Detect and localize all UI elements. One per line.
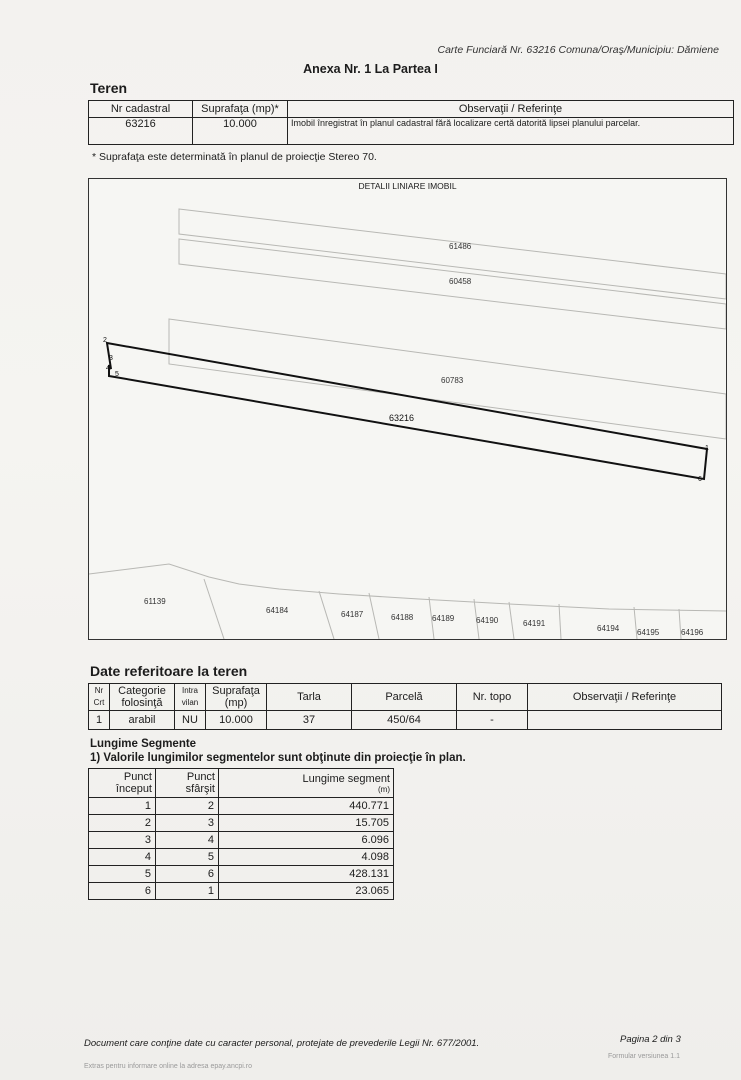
cell-observatii: Imobil înregistrat în planul cadastral fără localizare certă datorită lipsei planului parcelar. bbox=[288, 118, 734, 145]
teren-table bbox=[88, 100, 734, 145]
col-nr-crt: Nr Crt bbox=[89, 684, 110, 711]
lungime-unit: (m) bbox=[378, 784, 390, 794]
col-lungime-segment bbox=[219, 769, 394, 798]
label-64187: 64187 bbox=[341, 610, 364, 619]
cell-nr-cadastral: 63216 bbox=[89, 118, 193, 145]
table-row bbox=[89, 832, 394, 849]
col-suprafata: Suprafaţa (mp)* bbox=[193, 101, 288, 118]
cell-nr-topo: - bbox=[457, 711, 528, 730]
carte-funciara-header: Carte Funciară Nr. 63216 Comuna/Oraş/Municipiu: Dămiene bbox=[437, 44, 719, 56]
verify-line: Extras pentru informare online la adresa epay.ancpi.ro bbox=[84, 1063, 252, 1070]
cell-parcela: 450/64 bbox=[352, 711, 457, 730]
cell-end: 5 bbox=[156, 849, 219, 866]
neighbor-divider bbox=[509, 602, 514, 639]
label-61139: 61139 bbox=[144, 597, 166, 606]
table-row bbox=[89, 866, 394, 883]
cell-end: 4 bbox=[156, 832, 219, 849]
cell-length: 23.065 bbox=[219, 883, 394, 900]
col-observatii: Observaţii / Referinţe bbox=[288, 101, 734, 118]
table-row bbox=[89, 798, 394, 815]
label-64189: 64189 bbox=[432, 614, 455, 623]
segments-note: 1) Valorile lungimilor segmentelor sunt obţinute din proiecţie în plan. bbox=[90, 752, 466, 764]
label-61486: 61486 bbox=[449, 242, 472, 251]
plan-title: DETALII LINIARE IMOBIL bbox=[358, 181, 457, 191]
vertex-1-label: 1 bbox=[705, 445, 709, 452]
table-row bbox=[89, 849, 394, 866]
table-header-row bbox=[89, 684, 722, 711]
table-row bbox=[89, 815, 394, 832]
plan-drawing bbox=[89, 179, 726, 639]
cell-end: 6 bbox=[156, 866, 219, 883]
main-parcel-outline bbox=[107, 343, 707, 479]
segments-title: Lungime Segmente bbox=[90, 738, 197, 750]
cell-length: 440.771 bbox=[219, 798, 394, 815]
neighbor-divider bbox=[559, 604, 561, 639]
vertex-5-label: 5 bbox=[115, 371, 119, 378]
cell-end: 3 bbox=[156, 815, 219, 832]
lungime-label: Lungime segment bbox=[302, 772, 390, 785]
cell-length: 6.096 bbox=[219, 832, 394, 849]
vertex-3-label: 3 bbox=[109, 355, 113, 362]
col-punct-inceput: Punct început bbox=[89, 769, 156, 798]
neighbor-divider bbox=[369, 593, 379, 639]
cell-suprafata: 10.000 bbox=[206, 711, 267, 730]
vertex-2-label: 2 bbox=[103, 337, 107, 344]
col-tarla: Tarla bbox=[267, 684, 352, 711]
cell-observatii bbox=[528, 711, 722, 730]
cell-start: 4 bbox=[89, 849, 156, 866]
personal-data-notice: Document care conţine date cu caracter personal, protejate de prevederile Legii Nr. 677/2001. bbox=[84, 1038, 480, 1049]
cell-categorie: arabil bbox=[110, 711, 175, 730]
segments-heading bbox=[90, 737, 466, 765]
form-version: Formular versiunea 1.1 bbox=[608, 1053, 680, 1060]
cell-start: 3 bbox=[89, 832, 156, 849]
col-nr-cadastral: Nr cadastral bbox=[89, 101, 193, 118]
parcel-plan bbox=[88, 178, 727, 640]
neighbor-divider bbox=[319, 591, 334, 639]
cell-length: 428.131 bbox=[219, 866, 394, 883]
cell-length: 4.098 bbox=[219, 849, 394, 866]
table-row bbox=[89, 883, 394, 900]
cell-start: 5 bbox=[89, 866, 156, 883]
table-row bbox=[89, 711, 722, 730]
label-64190: 64190 bbox=[476, 616, 499, 625]
neighbor-divider bbox=[204, 579, 224, 639]
label-64195: 64195 bbox=[637, 628, 660, 637]
cell-suprafata: 10.000 bbox=[193, 118, 288, 145]
col-observatii: Observaţii / Referinţe bbox=[528, 684, 722, 711]
footnote-stereo70: * Suprafaţa este determinată în planul de proiecţie Stereo 70. bbox=[92, 151, 377, 163]
label-60783: 60783 bbox=[441, 376, 464, 385]
page-number: Pagina 2 din 3 bbox=[620, 1034, 681, 1045]
annex-title: Anexa Nr. 1 La Partea I bbox=[303, 62, 438, 76]
label-main-parcel: 63216 bbox=[389, 413, 415, 423]
col-punct-sfarsit: Punct sfârşit bbox=[156, 769, 219, 798]
col-nr-topo: Nr. topo bbox=[457, 684, 528, 711]
cell-end: 2 bbox=[156, 798, 219, 815]
cell-start: 2 bbox=[89, 815, 156, 832]
land-details-table bbox=[88, 683, 722, 730]
cell-start: 6 bbox=[89, 883, 156, 900]
label-64191: 64191 bbox=[523, 619, 546, 628]
label-64194: 64194 bbox=[597, 624, 620, 633]
vertex-4-label: 4 bbox=[106, 365, 110, 372]
label-64188: 64188 bbox=[391, 613, 414, 622]
col-parcela: Parcelă bbox=[352, 684, 457, 711]
cell-length: 15.705 bbox=[219, 815, 394, 832]
table-row bbox=[89, 118, 734, 145]
label-60458: 60458 bbox=[449, 277, 472, 286]
label-64184: 64184 bbox=[266, 606, 289, 615]
col-categorie: Categorie folosinţă bbox=[110, 684, 175, 711]
cell-intravilan: NU bbox=[175, 711, 206, 730]
neighbor-boundary-south bbox=[89, 564, 726, 611]
cell-start: 1 bbox=[89, 798, 156, 815]
col-intravilan: Intra vilan bbox=[175, 684, 206, 711]
table-header-row bbox=[89, 769, 394, 798]
section-title-date-teren: Date referitoare la teren bbox=[90, 663, 248, 679]
segments-table bbox=[88, 768, 394, 900]
label-64196: 64196 bbox=[681, 628, 704, 637]
col-suprafata: Suprafaţa (mp) bbox=[206, 684, 267, 711]
cell-end: 1 bbox=[156, 883, 219, 900]
cell-tarla: 37 bbox=[267, 711, 352, 730]
section-title-teren: Teren bbox=[90, 80, 128, 96]
vertex-6-label: 6 bbox=[698, 476, 702, 483]
table-header-row bbox=[89, 101, 734, 118]
cell-nr-crt: 1 bbox=[89, 711, 110, 730]
